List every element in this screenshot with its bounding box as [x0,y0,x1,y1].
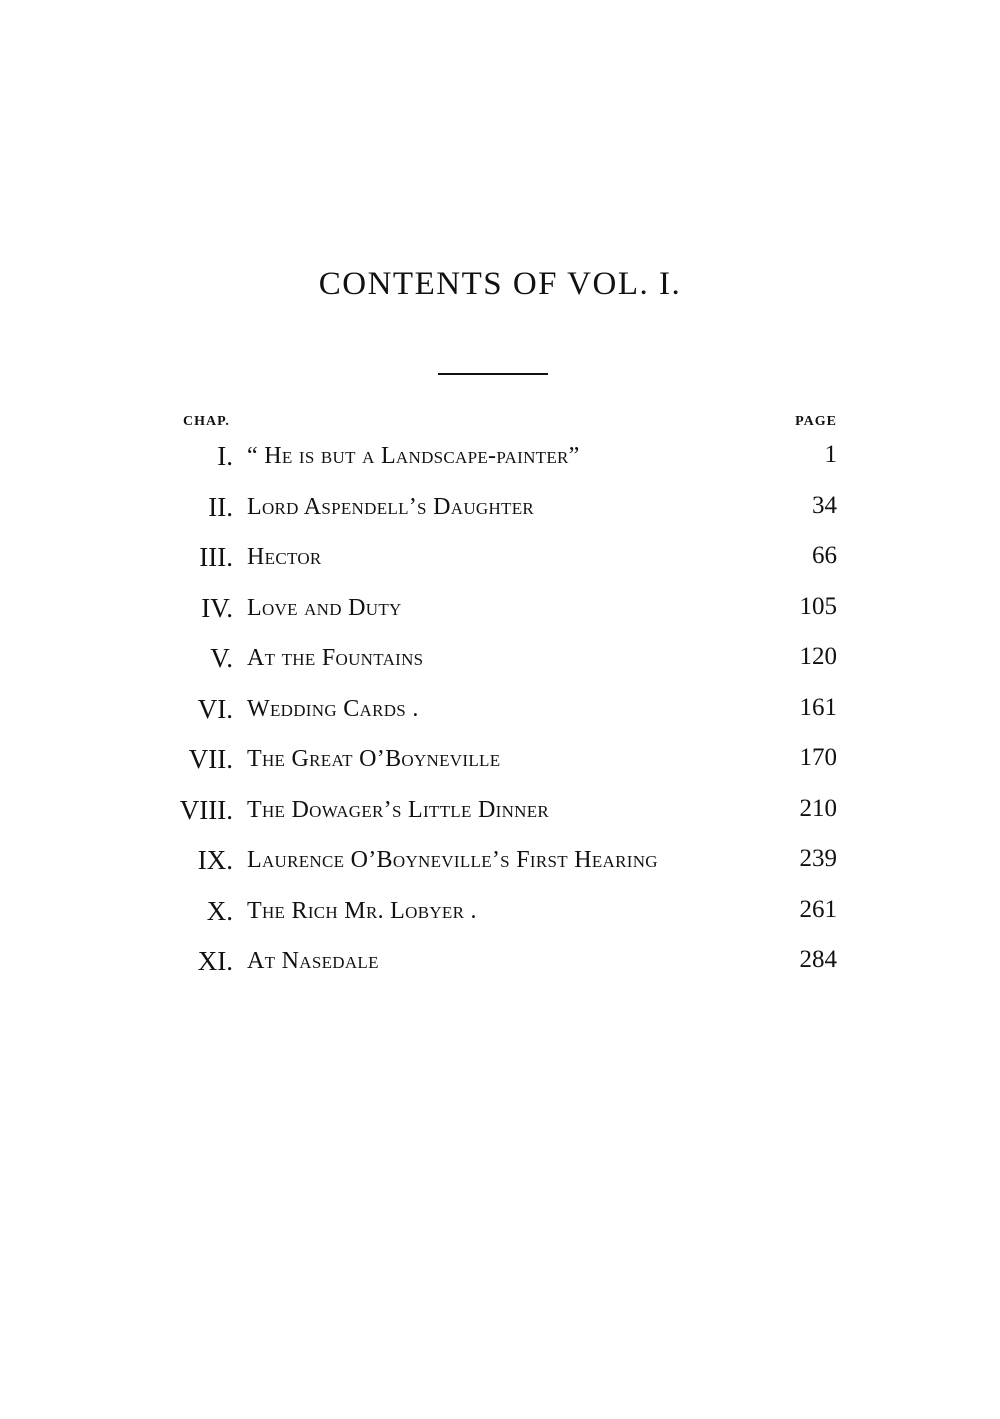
chapter-page: 34 [812,491,837,519]
chapter-title: At Nasedale [247,948,379,974]
chapter-page: 66 [812,542,837,569]
toc-entry [0,437,1000,488]
chapter-title: Hector [247,544,322,570]
page-title: CONTENTS OF VOL. I. [318,266,682,302]
chapter-number: VII. [188,744,233,774]
chapter-number: IX. [197,845,233,875]
chapter-number: V. [210,643,233,673]
chapter-title: The Great O’Boyneville [247,746,501,772]
chapter-number: X. [206,895,233,926]
chapter-title: Wedding Cards . [247,695,419,722]
chapter-page: 239 [799,845,837,872]
chapter-number: II. [208,491,233,522]
chapter-title: Lord Aspendell’s Daughter [247,493,535,520]
chapter-title: Laurence O’Boyneville’s First Hearing [247,847,658,873]
toc-entry [0,942,1000,993]
toc-entry [0,690,1000,741]
page-column-header: PAGE [795,414,837,429]
chapter-page: 120 [799,643,837,670]
chapter-number: IV. [201,592,233,623]
chapter-title: The Rich Mr. Lobyer . [247,897,477,924]
chapter-title: The Dowager’s Little Dinner [247,796,550,823]
chapter-number: VIII. [179,794,233,825]
chap-column-header: CHAP. [183,414,230,429]
title-rule [438,373,548,375]
toc-entry [0,740,1000,791]
chapter-title: At the Fountains [247,645,424,671]
toc-entry [0,589,1000,640]
chapter-number: I. [217,441,233,471]
chapter-page: 1 [824,441,837,468]
chapter-number: XI. [197,946,233,976]
chapter-number: VI. [197,693,233,724]
toc-entry [0,488,1000,539]
toc-entry [0,538,1000,589]
chapter-title: Love and Duty [247,594,402,621]
toc-entry [0,639,1000,690]
chapter-number: III. [199,542,233,572]
toc-entry [0,841,1000,892]
chapter-page: 261 [799,895,837,923]
chapter-page: 284 [799,946,837,973]
toc-entry [0,892,1000,943]
chapter-page: 170 [799,744,837,771]
chapter-page: 210 [799,794,837,822]
chapter-title: “ He is but a Landscape-painter” [247,443,580,469]
table-of-contents [0,437,1000,993]
chapter-page: 105 [799,592,837,620]
chapter-page: 161 [799,693,837,721]
toc-entry [0,791,1000,842]
